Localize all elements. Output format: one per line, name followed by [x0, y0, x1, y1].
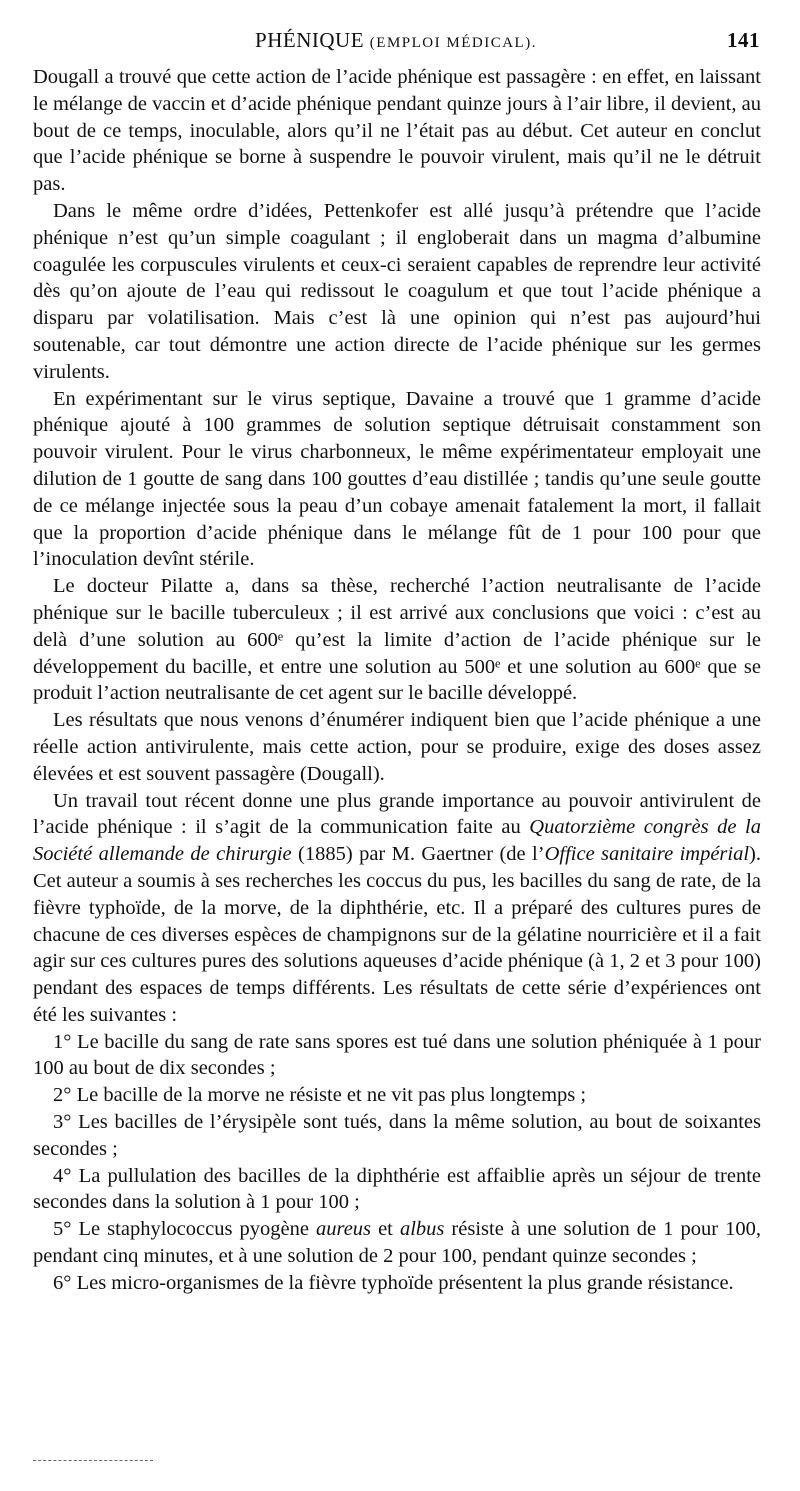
paragraph-1: Dougall a trouvé que cette action de l’acide phénique est passagère : en effet, en laissant le mélange de vaccin et d’acide phénique pendant quinze jours à l’air libre, il devient, au bout de ce temps, inoculable, alors qu’il ne l’était pas au début. Cet auteur en conclut que l’acide phénique se borne à suspendre le pouvoir virulent, mais qu’il ne le détruit pas.	[33, 66, 761, 196]
paragraph-6-text-c: (1885) par M. Gaertner (de l’	[291, 843, 545, 866]
paragraph-6-italic-office: Office sanitaire impérial	[544, 843, 750, 866]
paragraph-6-text-a: Un travail tout récent donne une plus grande importance au pouvoir antivirulent de l’acide phénique : il s’agit de la communication faite au	[33, 789, 761, 839]
paragraph-6	[33, 788, 761, 1029]
list-item-5-text-c: et	[371, 1218, 400, 1241]
paragraph-6-text-e: ). Cet auteur a soumis à ses recherches les coccus du pus, les bacilles du sang de rate, de la fièvre typhoïde, de la morve, de la diphthérie, etc. Il a préparé des cultures pures de chacune de ces diverses espèces de champignons sur de la gélatine nourricière et il a fait agir sur ces cultures pures des solutions aqueuses d’acide phénique (à 1, 2 et 3 pour 100) pendant des espaces de temps différents. Les résultats de cette série d’expériences ont été les suivantes :	[33, 843, 761, 1026]
footer-rule	[33, 1460, 153, 1461]
paragraph-4: Le docteur Pilatte a, dans sa thèse, recherché l’action neutralisante de l’acide phénique sur le bacille tuberculeux ; il est arrivé aux conclusions que voici : c’est au delà d’une solution au 600ᵉ qu’est la limite d’action de l’acide phénique sur le développement du bacille, et entre une solution au 500ᵉ et une solution au 600ᵉ que se produit l’action neutralisante de cet agent sur le bacille développé.	[33, 575, 761, 705]
paragraph-3: En expérimentant sur le virus septique, Davaine a trouvé que 1 gramme d’acide phénique ajouté à 100 grammes de solution septique détruisait constamment son pouvoir virulent. Pour le virus charbonneux, le même expérimentateur employait une dilution de 1 goutte de sang dans 100 gouttes d’eau distillée ; tandis qu’une seule goutte de ce mélange injectée sous la peau d’un cobaye amenait fatalement la mort, il fallait que la proportion d’acide phénique dans le mélange fût de 1 pour 100 pour que l’inoculation devînt stérile.	[33, 387, 761, 571]
list-item-5-text-a: 5° Le staphylococcus pyogène	[53, 1218, 316, 1241]
list-item-5-text-e: résiste à une solution de 1 pour 100, pendant cinq minutes, et à une solution de 2 pour 100, pendant quinze secondes ;	[33, 1218, 761, 1268]
list-item-3: 3° Les bacilles de l’érysipèle sont tués, dans la même solution, au bout de soixantes secondes ;	[33, 1111, 761, 1160]
paragraph-5: Les résultats que nous venons d’énumérer indiquent bien que l’acide phénique a une réelle action antivirulente, mais cette action, pour se produire, exige des doses assez élevées et est souvent passagère (Dougall).	[33, 709, 761, 785]
body-text	[33, 64, 761, 1297]
running-header	[32, 28, 760, 58]
list-item-2: 2° Le bacille de la morve ne résiste et ne vit pas plus longtemps ;	[53, 1084, 587, 1107]
list-item-6: 6° Les micro-organismes de la fièvre typhoïde présentent la plus grande résistance.	[53, 1271, 734, 1294]
list-item-5	[33, 1216, 761, 1270]
paragraph-6-italic-congress: Quatorzième congrès de la Société allemande de chirurgie	[33, 816, 761, 866]
header-title-sub: (EMPLOI MÉDICAL).	[369, 35, 537, 51]
paragraph-2: Dans le même ordre d’idées, Pettenkofer est allé jusqu’à prétendre que l’acide phénique n’est qu’un simple coagulant ; il engloberait dans un magma d’albumine coagulée les corpuscules virulents et ceux-ci seraient capables de reprendre leur activité dès qu’on ajoute de l’eau qui redissout le coagulum et que tout l’acide phénique a disparu par volatilisation. Mais c’est là une opinion qui n’est pas aujourd’hui soutenable, car tout démontre une action directe de l’acide phénique sur les germes virulents.	[33, 199, 761, 383]
header-title-main: PHÉNIQUE	[255, 28, 365, 52]
page-number: 141	[727, 28, 760, 52]
list-item-5-italic-aureus: aureus	[315, 1218, 372, 1241]
header-title	[32, 28, 760, 53]
list-item-1: 1° Le bacille du sang de rate sans spores est tué dans une solution phéniquée à 1 pour 100 au bout de dix secondes ;	[33, 1030, 761, 1080]
list-item-5-italic-albus: albus	[399, 1218, 445, 1241]
list-item-4: 4° La pullulation des bacilles de la diphthérie est affaiblie après un séjour de trente secondes dans la solution à 1 pour 100 ;	[33, 1164, 761, 1214]
